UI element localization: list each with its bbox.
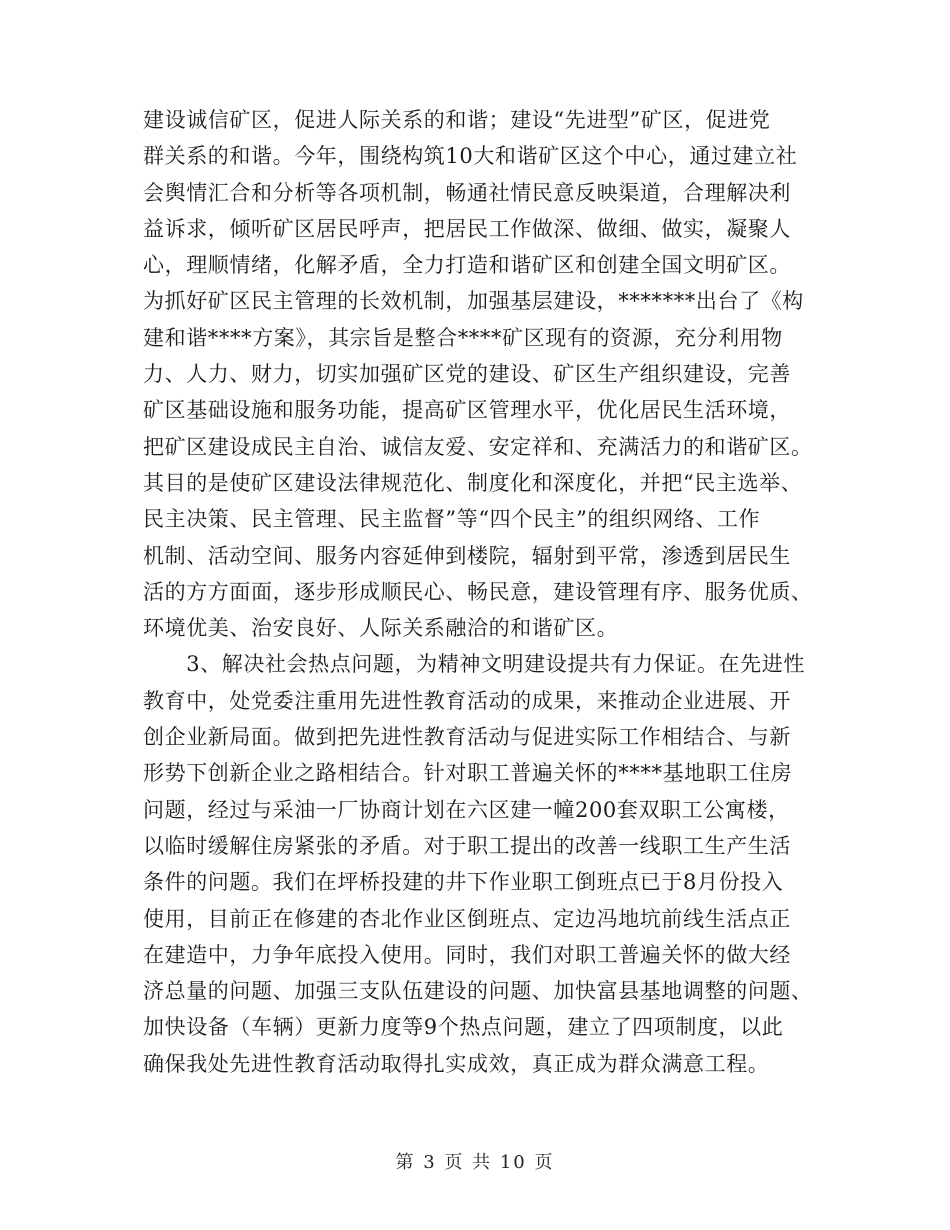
text-line: 以临时缓解住房紧张的矛盾。对于职工提出的改善一线职工生产生活	[143, 833, 791, 858]
text-line: 活的方方面面，逐步形成顺民心、畅民意，建设管理有序、服务优质、	[143, 579, 813, 604]
text-line: 益诉求，倾听矿区居民呼声，把居民工作做深、做细、做实，凝聚人	[143, 216, 791, 241]
text-line: 建设诚信矿区，促进人际关系的和谐；建设“先进型”矿区，促进党	[143, 108, 771, 132]
text-line: 使用，目前正在修建的杏北作业区倒班点、定边冯地坑前线生活点正	[143, 906, 791, 931]
text-line: 为抓好矿区民主管理的长效机制，加强基层建设，*******出台了《构	[143, 289, 804, 314]
page-footer: 第 3 页 共 10 页	[395, 1152, 555, 1173]
text-line: 在建造中，力争年底投入使用。同时，我们对职工普遍关怀的做大经	[143, 942, 791, 967]
body-text	[143, 102, 813, 1082]
text-line: 群关系的和谐。今年，围绕构筑10大和谐矿区这个中心，通过建立社	[143, 144, 798, 169]
text-line: 济总量的问题、加强三支队伍建设的问题、加快富县基地调整的问题、	[143, 979, 813, 1004]
text-line: 问题，经过与采油一厂协商计划在六区建一幢200套双职工公寓楼，	[143, 797, 790, 822]
text-line: 创企业新局面。做到把先进性教育活动与促进实际工作相结合、与新	[143, 725, 791, 750]
text-line: 心，理顺情绪，化解矛盾，全力打造和谐矿区和创建全国文明矿区。	[143, 253, 791, 278]
text-line: 会舆情汇合和分析等各项机制，畅通社情民意反映渠道，合理解决利	[143, 180, 791, 205]
text-line: 力、人力、财力，切实加强矿区党的建设、矿区生产组织建设，完善	[143, 362, 791, 387]
text-line: 矿区基础设施和服务功能，提高矿区管理水平，优化居民生活环境，	[143, 398, 791, 423]
text-line: 条件的问题。我们在坪桥投建的井下作业职工倒班点已于8月份投入	[143, 870, 784, 895]
text-line: 教育中，处党委注重用先进性教育活动的成果，来推动企业进展、开	[143, 688, 791, 713]
text-line: 机制、活动空间、服务内容延伸到楼院，辐射到平常，渗透到居民生	[143, 543, 791, 568]
text-line: 其目的是使矿区建设法律规范化、制度化和深度化，并把“民主选举、	[143, 470, 803, 495]
text-line: 建和谐****方案》，其宗旨是整合****矿区现有的资源，充分利用物	[143, 325, 783, 350]
text-line: 把矿区建设成民主自治、诚信友爱、安定祥和、充满活力的和谐矿区。	[143, 434, 813, 459]
text-line: 加快设备（车辆）更新力度等9个热点问题，建立了四项制度，以此	[143, 1015, 784, 1040]
text-line: 环境优美、治安良好、人际关系融洽的和谐矿区。	[143, 616, 619, 641]
text-line: 确保我处先进性教育活动取得扎实成效，真正成为群众满意工程。	[143, 1051, 770, 1076]
text-line: 形势下创新企业之路相结合。针对职工普遍关怀的****基地职工住房	[143, 761, 793, 786]
text-line: 3、解决社会热点问题，为精神文明建设提共有力保证。在先进性	[143, 652, 805, 677]
text-line: 民主决策、民主管理、民主监督”等“四个民主”的组织网络、工作	[143, 507, 761, 532]
